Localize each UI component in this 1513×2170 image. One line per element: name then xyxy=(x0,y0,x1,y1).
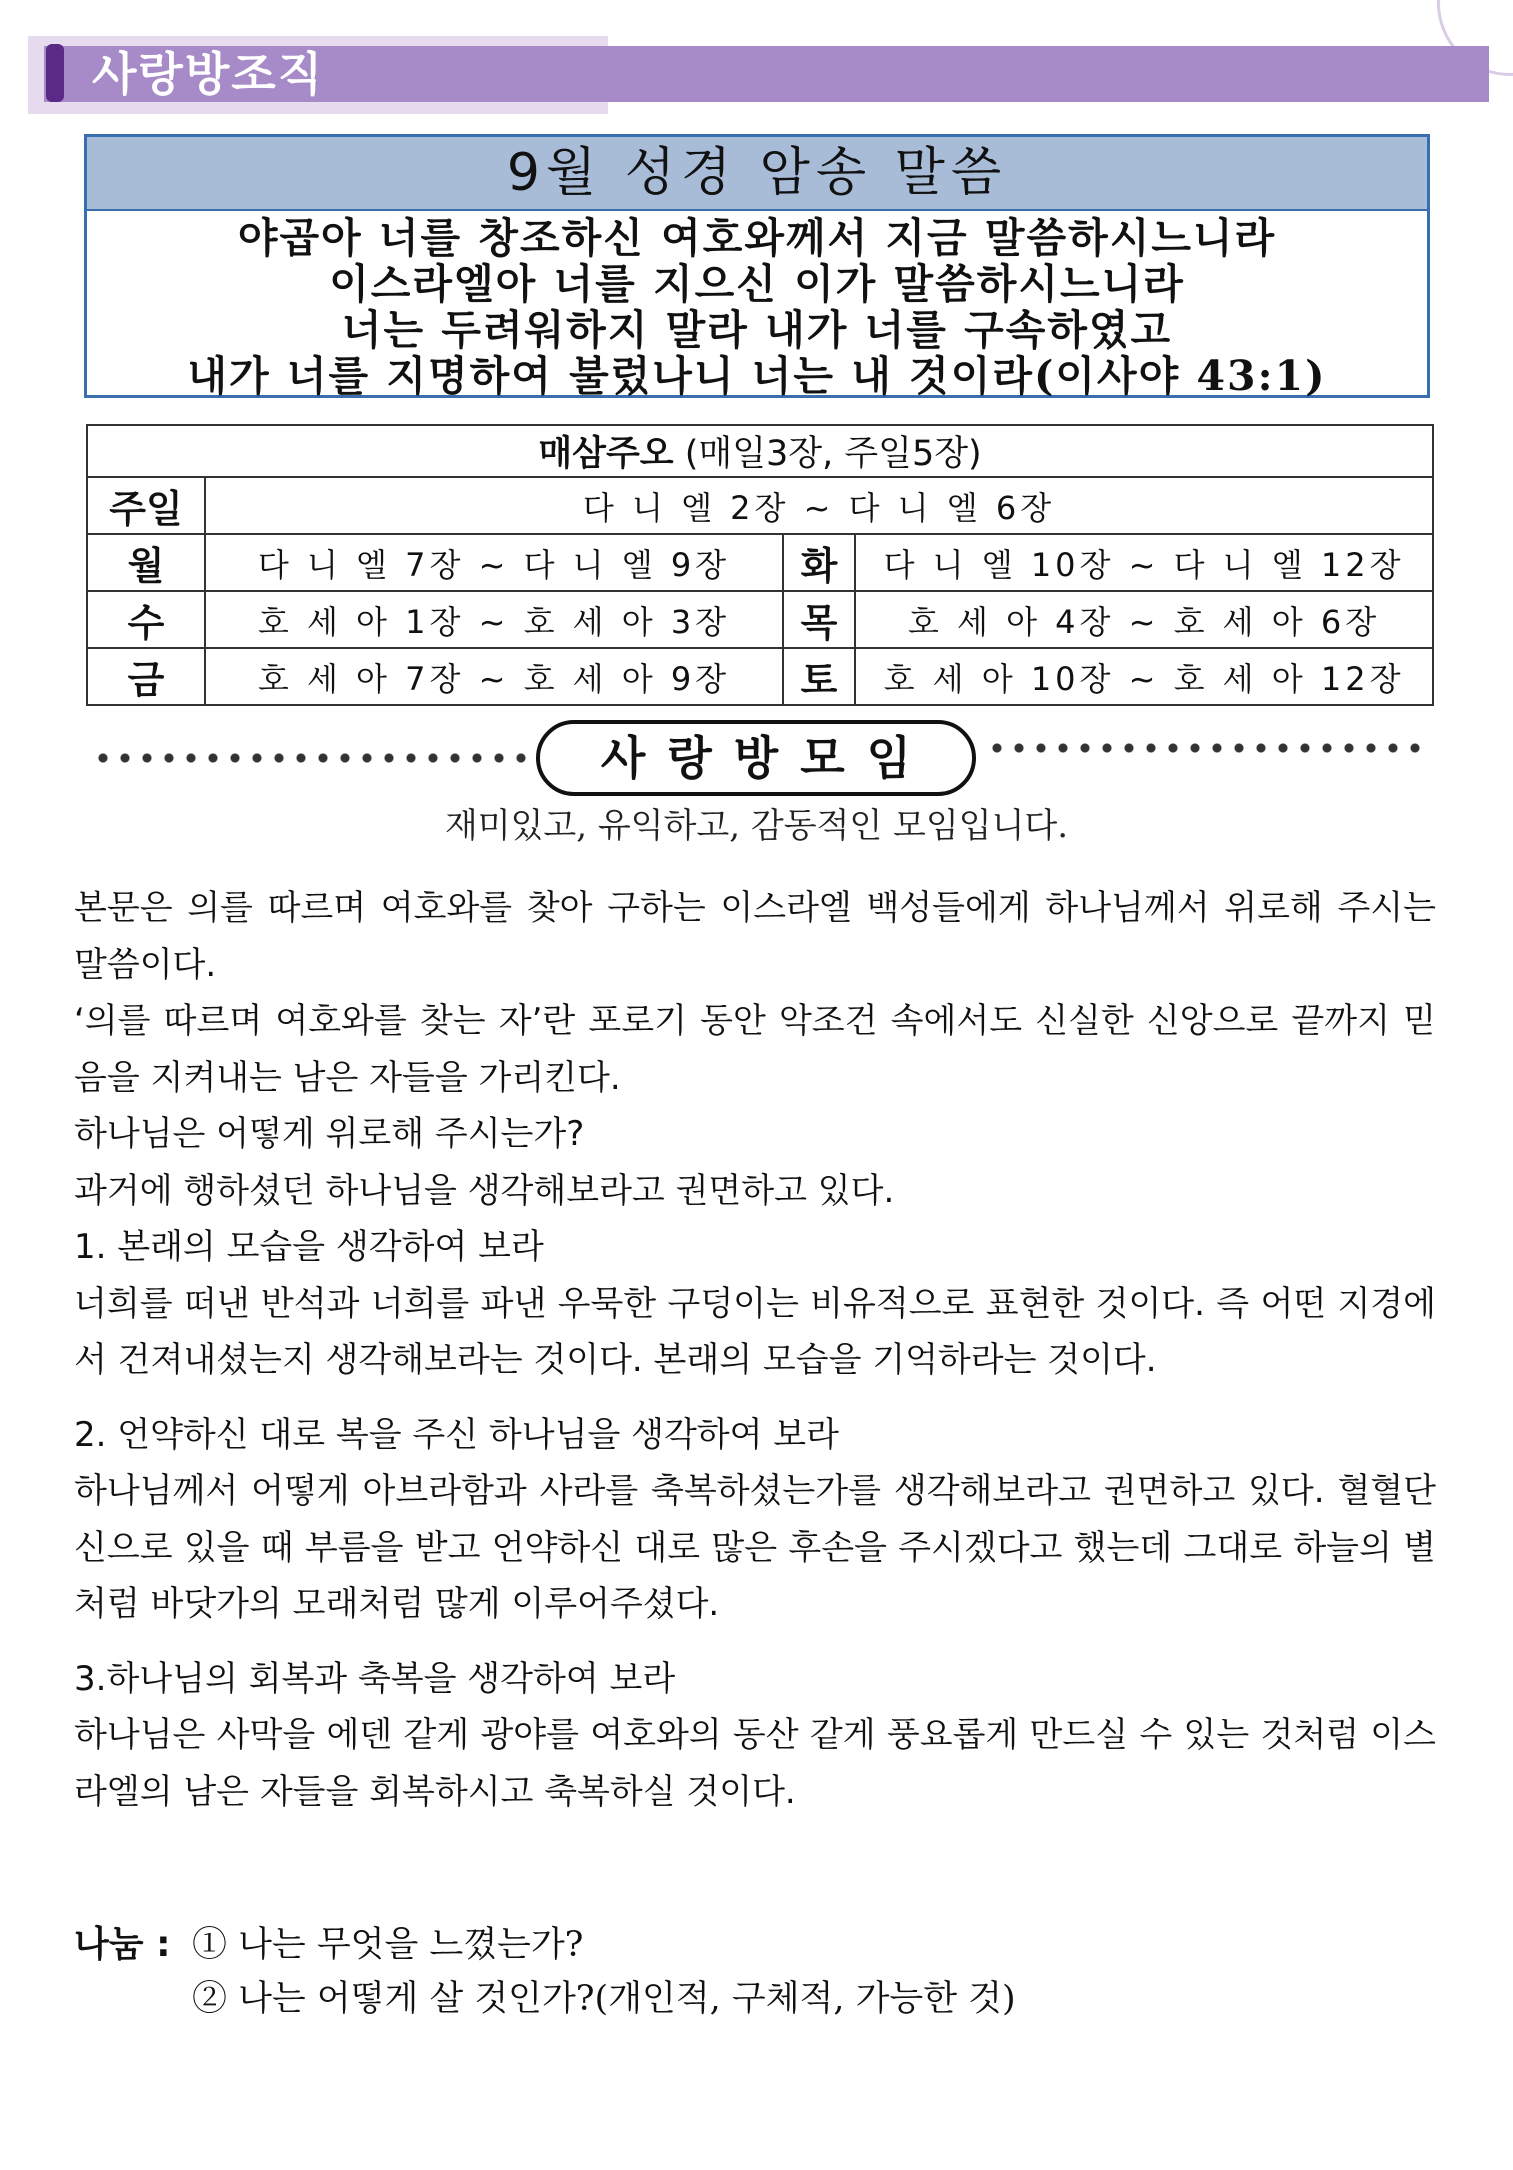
meeting-subtitle: 재미있고, 유익하고, 감동적인 모임입니다. xyxy=(444,806,1069,846)
table-row xyxy=(87,591,1433,648)
verse-line: 너는 두려워하지 말라 내가 너를 구속하였고 xyxy=(341,306,1173,354)
verse-line: 내가 너를 지명하여 불렀나니 너는 내 것이라(이사야 43:1) xyxy=(187,352,1327,400)
day-cell: 목 xyxy=(783,591,855,648)
day-cell: 금 xyxy=(87,648,205,705)
sharing-row xyxy=(74,1918,1436,1972)
verse-box xyxy=(84,134,1430,398)
verse-line: 야곱아 너를 창조하신 여호와께서 지금 말씀하시느니라 xyxy=(237,214,1277,262)
day-cell: 토 xyxy=(783,648,855,705)
sharing-question: ① 나는 무엇을 느꼈는가? xyxy=(192,1925,584,1965)
sharing-label: 나눔 : xyxy=(74,1924,171,1965)
paragraph: ‘의를 따르며 여호와를 찾는 자’란 포로기 동안 악조건 속에서도 신실한 신앙으로 끝까지 믿음을 지켜내는 남은 자들을 가리킨다. xyxy=(74,1001,1436,1098)
verse-lines xyxy=(87,211,1427,399)
reading-schedule-table xyxy=(86,424,1434,706)
paragraph: 과거에 행하셨던 하나님을 생각해보라고 권면하고 있다. xyxy=(74,1170,895,1211)
sharing-row xyxy=(74,1972,1436,2026)
reading-title: 매삼주오 xyxy=(538,434,674,474)
point-heading: 2. 언약하신 대로 복을 주신 하나님을 생각하여 보라 xyxy=(74,1414,839,1455)
meeting-title: 사랑방모임 xyxy=(536,720,976,796)
range-cell: 다 니 엘 2장 ~ 다 니 엘 6장 xyxy=(205,477,1433,534)
sermon-body xyxy=(74,880,1436,1820)
table-row xyxy=(87,477,1433,534)
point-heading: 1. 본래의 모습을 생각하여 보라 xyxy=(74,1227,544,1267)
day-cell: 수 xyxy=(87,591,205,648)
reading-title-cell xyxy=(87,425,1433,477)
verse-line: 이스라엘아 너를 지으신 이가 말씀하시느니라 xyxy=(329,260,1185,308)
section-title: 사랑방조직 xyxy=(92,47,325,101)
paragraph: 하나님은 어떻게 위로해 주시는가? xyxy=(74,1114,585,1154)
reading-subtitle: (매일3장, 주일5장) xyxy=(684,434,982,474)
day-cell: 월 xyxy=(87,534,205,591)
paragraph: 하나님께서 어떻게 아브라함과 사라를 축복하셨는가를 생각해보라고 권면하고 있다. 혈혈단신으로 있을 때 부름을 받고 언약하신 대로 많은 후손을 주시겠다고 했는데 그대로 하늘의 별처럼 바닷가의 모래처럼 많게 이루어주셨다. xyxy=(74,1471,1436,1624)
sharing-section xyxy=(74,1918,1436,2026)
verse-title: 9월 성경 암송 말씀 xyxy=(87,137,1427,211)
header-tab-marker xyxy=(46,44,64,102)
range-cell: 다 니 엘 10장 ~ 다 니 엘 12장 xyxy=(855,534,1433,591)
table-row xyxy=(87,534,1433,591)
paragraph: 본문은 의를 따르며 여호와를 찾아 구하는 이스라엘 백성들에게 하나님께서 위로해 주시는 말씀이다. xyxy=(74,888,1436,985)
dotted-divider-left xyxy=(92,752,534,764)
dotted-divider-right xyxy=(986,742,1420,754)
day-cell: 주일 xyxy=(87,477,205,534)
day-cell: 화 xyxy=(783,534,855,591)
range-cell: 호 세 아 10장 ~ 호 세 아 12장 xyxy=(855,648,1433,705)
table-row xyxy=(87,648,1433,705)
point-heading: 3.하나님의 회복과 축복을 생각하여 보라 xyxy=(74,1658,676,1699)
paragraph: 하나님은 사막을 에덴 같게 광야를 여호와의 동산 같게 풍요롭게 만드실 수 있는 것처럼 이스라엘의 남은 자들을 회복하시고 축복하실 것이다. xyxy=(74,1715,1436,1812)
range-cell: 호 세 아 1장 ~ 호 세 아 3장 xyxy=(205,591,783,648)
paragraph: 너희를 떠낸 반석과 너희를 파낸 우묵한 구덩이는 비유적으로 표현한 것이다. 즉 어떤 지경에서 건져내셨는지 생각해보라는 것이다. 본래의 모습을 기억하라는 것이다. xyxy=(74,1283,1436,1380)
range-cell: 다 니 엘 7장 ~ 다 니 엘 9장 xyxy=(205,534,783,591)
range-cell: 호 세 아 7장 ~ 호 세 아 9장 xyxy=(205,648,783,705)
sharing-question: ② 나는 어떻게 살 것인가?(개인적, 구체적, 가능한 것) xyxy=(192,1979,1016,2019)
table-header-row xyxy=(87,425,1433,477)
range-cell: 호 세 아 4장 ~ 호 세 아 6장 xyxy=(855,591,1433,648)
